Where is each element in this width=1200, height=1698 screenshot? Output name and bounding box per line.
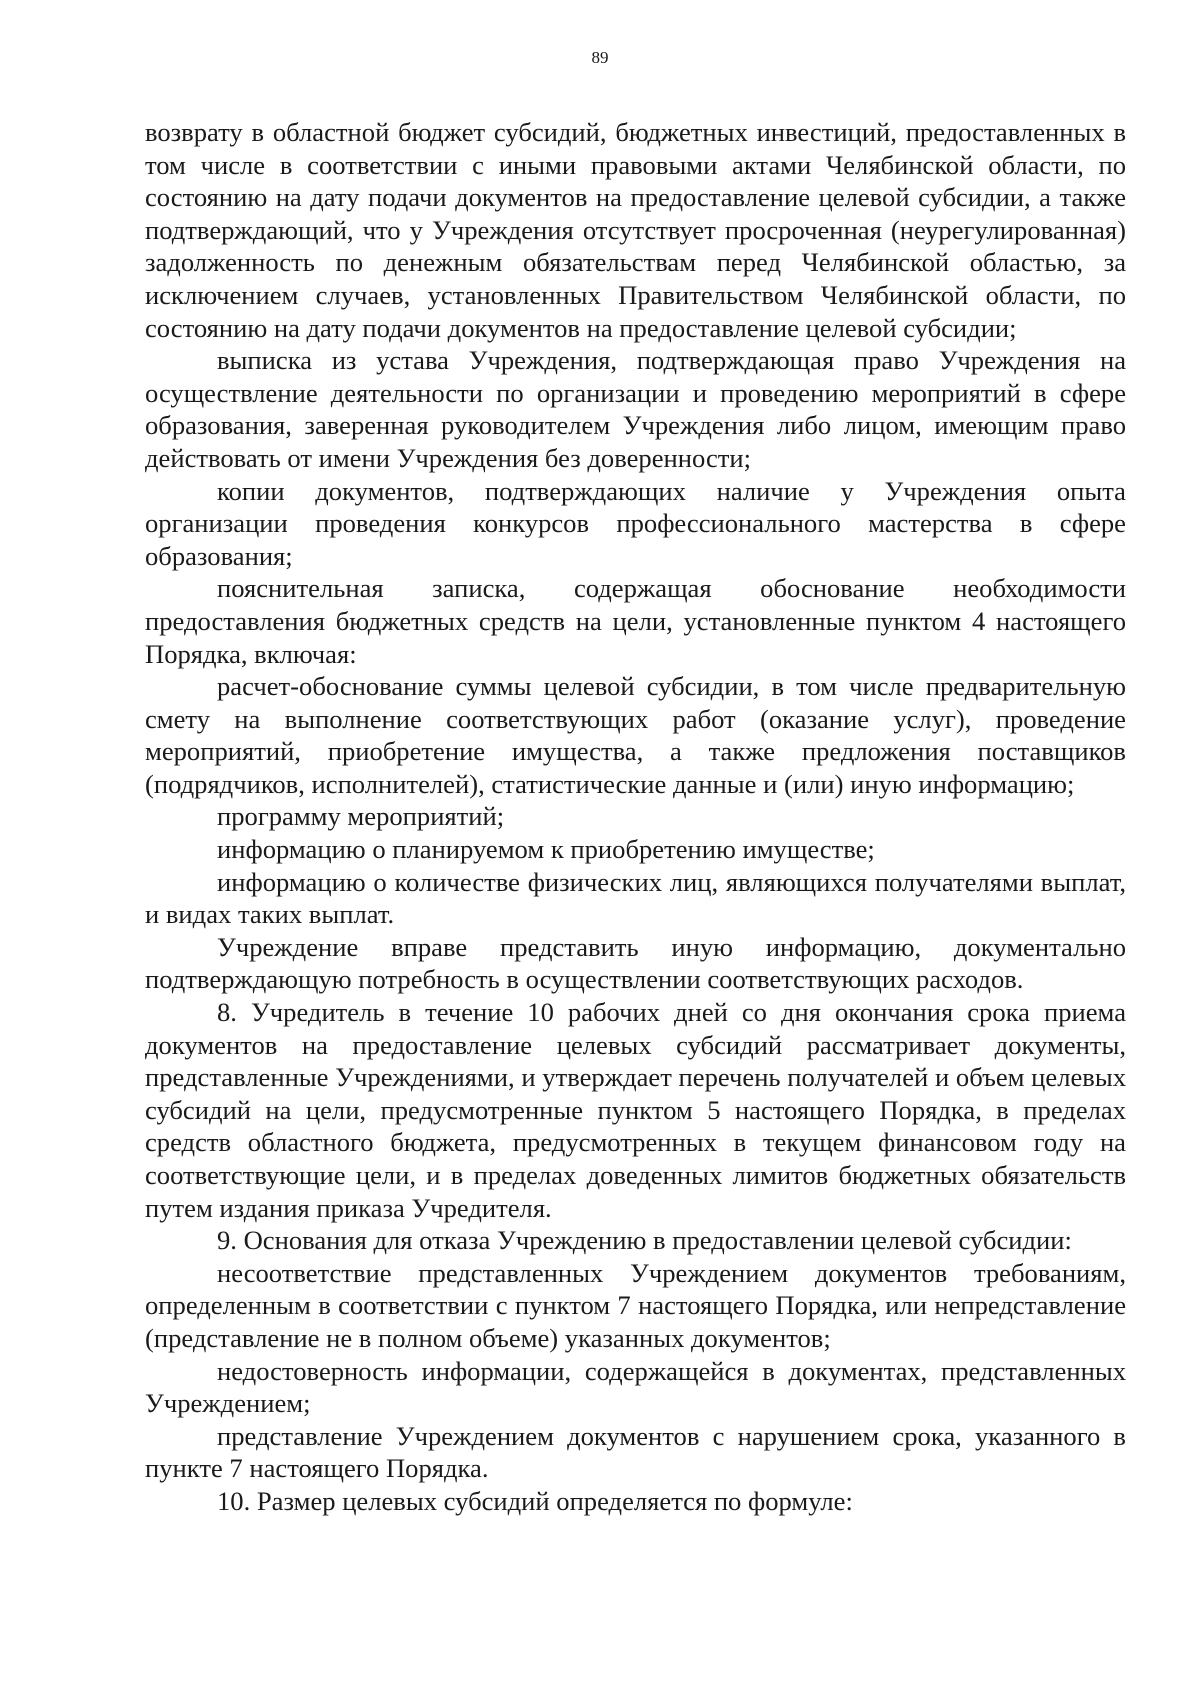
paragraph-refusal-mismatch: несоответствие представленных Учреждением документов требованиям, определенным в соответствии с пунктом 7 настоящего Порядка, или непредставление (представление не в полном объеме) указанных документов; (145, 1257, 1126, 1353)
paragraph-property-info: информацию о планируемом к приобретению имуществе; (217, 834, 875, 865)
paragraph-item-9: 9. Основания для отказа Учреждению в предоставлении целевой субсидии: (217, 1225, 1072, 1256)
paragraph-calculation: расчет-обоснование суммы целевой субсидии, в том числе предварительную смету на выполнение соответствующих работ (оказание услуг), проведение мероприятий, приобретение имущества, а также предложения поставщиков (подрядчиков, исполнителей), статистические данные и (или) иную информацию; (145, 671, 1126, 799)
paragraph-refusal-deadline: представление Учреждением документов с нарушением срока, указанного в пункте 7 настоящего Порядка. (145, 1420, 1126, 1484)
paragraph-other-info: Учреждение вправе представить иную информацию, документально подтверждающую потребность в осуществлении соответствующих расходов. (145, 931, 1126, 995)
paragraph-item-10: 10. Размер целевых субсидий определяется по формуле: (217, 1485, 853, 1516)
document-body (145, 116, 1126, 1518)
paragraph-program: программу мероприятий; (217, 801, 505, 832)
paragraph-refusal-inaccuracy: недостоверность информации, содержащейся в документах, представленных Учреждением; (145, 1355, 1126, 1419)
paragraph-explanatory-note: пояснительная записка, содержащая обоснование необходимости предоставления бюджетных средств на цели, установленные пунктом 4 настоящего Порядка, включая: (145, 573, 1126, 669)
paragraph-payments-info: информацию о количестве физических лиц, являющихся получателями выплат, и видах таких выплат. (145, 866, 1126, 930)
paragraph-item-8: 8. Учредитель в течение 10 рабочих дней со дня окончания срока приема документов на предоставление целевых субсидий рассматривает документы, представленные Учреждениями, и утверждает перечень получателей и объем целевых субсидий на цели, предусмотренные пунктом 5 настоящего Порядка, в пределах средств областного бюджета, предусмотренных в текущем финансовом году на соответствующие цели, и в пределах доведенных лимитов бюджетных обязательств путем издания приказа Учредителя. (145, 997, 1126, 1223)
page-number: 89 (591, 48, 609, 67)
paragraph-experience-copies: копии документов, подтверждающих наличие у Учреждения опыта организации проведения конкурсов профессионального мастерства в сфере образования; (145, 475, 1126, 571)
paragraph-continuation: возврату в областной бюджет субсидий, бюджетных инвестиций, предоставленных в том числе в соответствии с иными правовыми актами Челябинской области, по состоянию на дату подачи документов на предоставление целевой субсидии, а также подтверждающий, что у Учреждения отсутствует просроченная (неурегулированная) задолженность по денежным обязательствам перед Челябинской областью, за исключением случаев, установленных Правительством Челябинской области, по состоянию на дату подачи документов на предоставление целевой субсидии; (145, 117, 1126, 343)
paragraph-charter-extract: выписка из устава Учреждения, подтверждающая право Учреждения на осуществление деятельности по организации и проведению мероприятий в сфере образования, заверенная руководителем Учреждения либо лицом, имеющим право действовать от имени Учреждения без доверенности; (145, 345, 1126, 473)
